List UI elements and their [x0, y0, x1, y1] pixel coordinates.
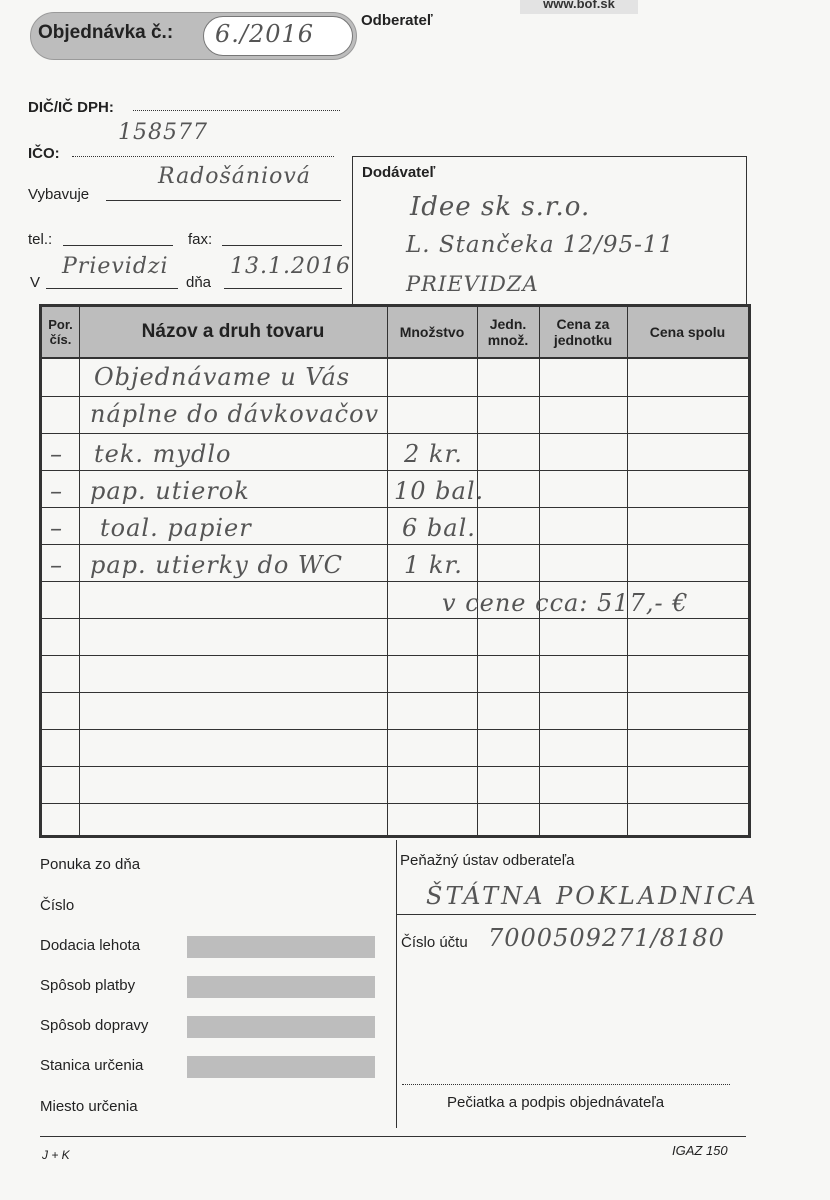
customer-label: Odberateľ	[361, 12, 433, 29]
table-row-qty: 2 kr.	[404, 440, 463, 468]
signature-label: Pečiatka a podpis objednávateľa	[447, 1094, 665, 1111]
tel-label: tel.:	[28, 231, 53, 248]
bottom-divider	[396, 840, 397, 1128]
table-row-qty: 10 bal.	[394, 477, 485, 505]
items-table	[39, 304, 751, 838]
place-label: V	[30, 274, 41, 291]
transport-label: Spôsob dopravy	[40, 1017, 149, 1034]
table-row-no: –	[50, 551, 63, 579]
footer-line	[40, 1136, 746, 1137]
station-field[interactable]	[187, 1056, 375, 1078]
offer-label: Ponuka zo dňa	[40, 856, 141, 873]
supplier-label: Dodávateľ	[362, 164, 436, 181]
table-row-no: –	[50, 477, 63, 505]
website-label: www.bof.sk	[520, 0, 638, 14]
bank-label: Peňažný ústav odberateľa	[400, 852, 575, 869]
table-row-name: Objednávame u Vás	[94, 363, 351, 391]
destination-label: Miesto určenia	[40, 1098, 138, 1115]
supplier-city: PRIEVIDZA	[406, 272, 539, 296]
footer-left: J + K	[42, 1148, 70, 1162]
col-divider	[477, 307, 478, 835]
account-value: 7000509271/8180	[488, 924, 725, 952]
col-divider	[387, 307, 388, 835]
table-row-name: pap. utierok	[90, 477, 250, 505]
table-row-name: náplne do dávkovačov	[90, 400, 380, 428]
table-row-name: pap. utierky do WC	[90, 551, 343, 579]
header-unit-price: Cena za jednotku	[539, 307, 627, 359]
tel-field[interactable]	[63, 231, 173, 246]
col-divider	[79, 307, 80, 835]
table-row-line	[42, 729, 748, 730]
account-label: Číslo účtu	[401, 934, 468, 951]
dic-field[interactable]	[133, 96, 340, 111]
table-row-line	[42, 396, 748, 397]
table-row-line	[42, 618, 748, 619]
table-row-line	[42, 803, 748, 804]
table-row-line	[42, 766, 748, 767]
payment-field[interactable]	[187, 976, 375, 998]
table-row-no: –	[50, 440, 63, 468]
header-no: Por. čís.	[42, 307, 79, 359]
dic-label: DIČ/IČ DPH:	[28, 99, 114, 116]
header-total: Cena spolu	[627, 307, 748, 359]
bank-divider	[396, 914, 756, 915]
fax-label: fax:	[188, 231, 213, 248]
header-qty: Množstvo	[387, 307, 477, 359]
table-row-line	[42, 470, 748, 471]
table-row-no: –	[50, 514, 63, 542]
fax-field[interactable]	[222, 231, 342, 246]
footer-right: IGAZ 150	[672, 1143, 728, 1158]
table-row-line	[42, 692, 748, 693]
header-unit: Jedn. množ.	[477, 307, 539, 359]
supplier-name: Idee sk s.r.o.	[410, 192, 591, 222]
table-row-line	[42, 544, 748, 545]
number-label: Číslo	[40, 897, 75, 914]
delivery-field[interactable]	[187, 936, 375, 958]
place-value: Prievidzi	[62, 254, 169, 279]
col-divider	[539, 307, 540, 835]
table-row-qty: 6 bal.	[402, 514, 476, 542]
header-name: Názov a druh tovaru	[79, 307, 387, 359]
ico-label: IČO:	[28, 145, 60, 162]
handled-by-label: Vybavuje	[28, 186, 90, 203]
table-row-name: toal. papier	[100, 514, 252, 542]
order-label: Objednávka č.:	[38, 22, 174, 43]
handled-by-value: Radošániová	[158, 164, 311, 189]
table-row-line	[42, 433, 748, 434]
signature-field[interactable]	[402, 1078, 730, 1085]
col-divider	[627, 307, 628, 835]
bank-value: ŠTÁTNA POKLADNICA	[426, 882, 759, 910]
station-label: Stanica určenia	[40, 1057, 144, 1074]
table-row-line	[42, 581, 748, 582]
table-row-line	[42, 507, 748, 508]
table-row-line	[42, 655, 748, 656]
table-row-name: tek. mydlo	[94, 440, 232, 468]
price-note: v cene cca: 517,- €	[442, 589, 689, 617]
delivery-label: Dodacia lehota	[40, 937, 141, 954]
supplier-address: L. Stančeka 12/95-11	[406, 232, 675, 258]
transport-field[interactable]	[187, 1016, 375, 1038]
date-label: dňa	[186, 274, 212, 291]
order-number-value: 6./2016	[215, 20, 315, 48]
table-row-qty: 1 kr.	[404, 551, 463, 579]
payment-label: Spôsob platby	[40, 977, 136, 994]
date-value: 13.1.2016	[230, 254, 351, 279]
ico-value: 158577	[118, 120, 208, 145]
